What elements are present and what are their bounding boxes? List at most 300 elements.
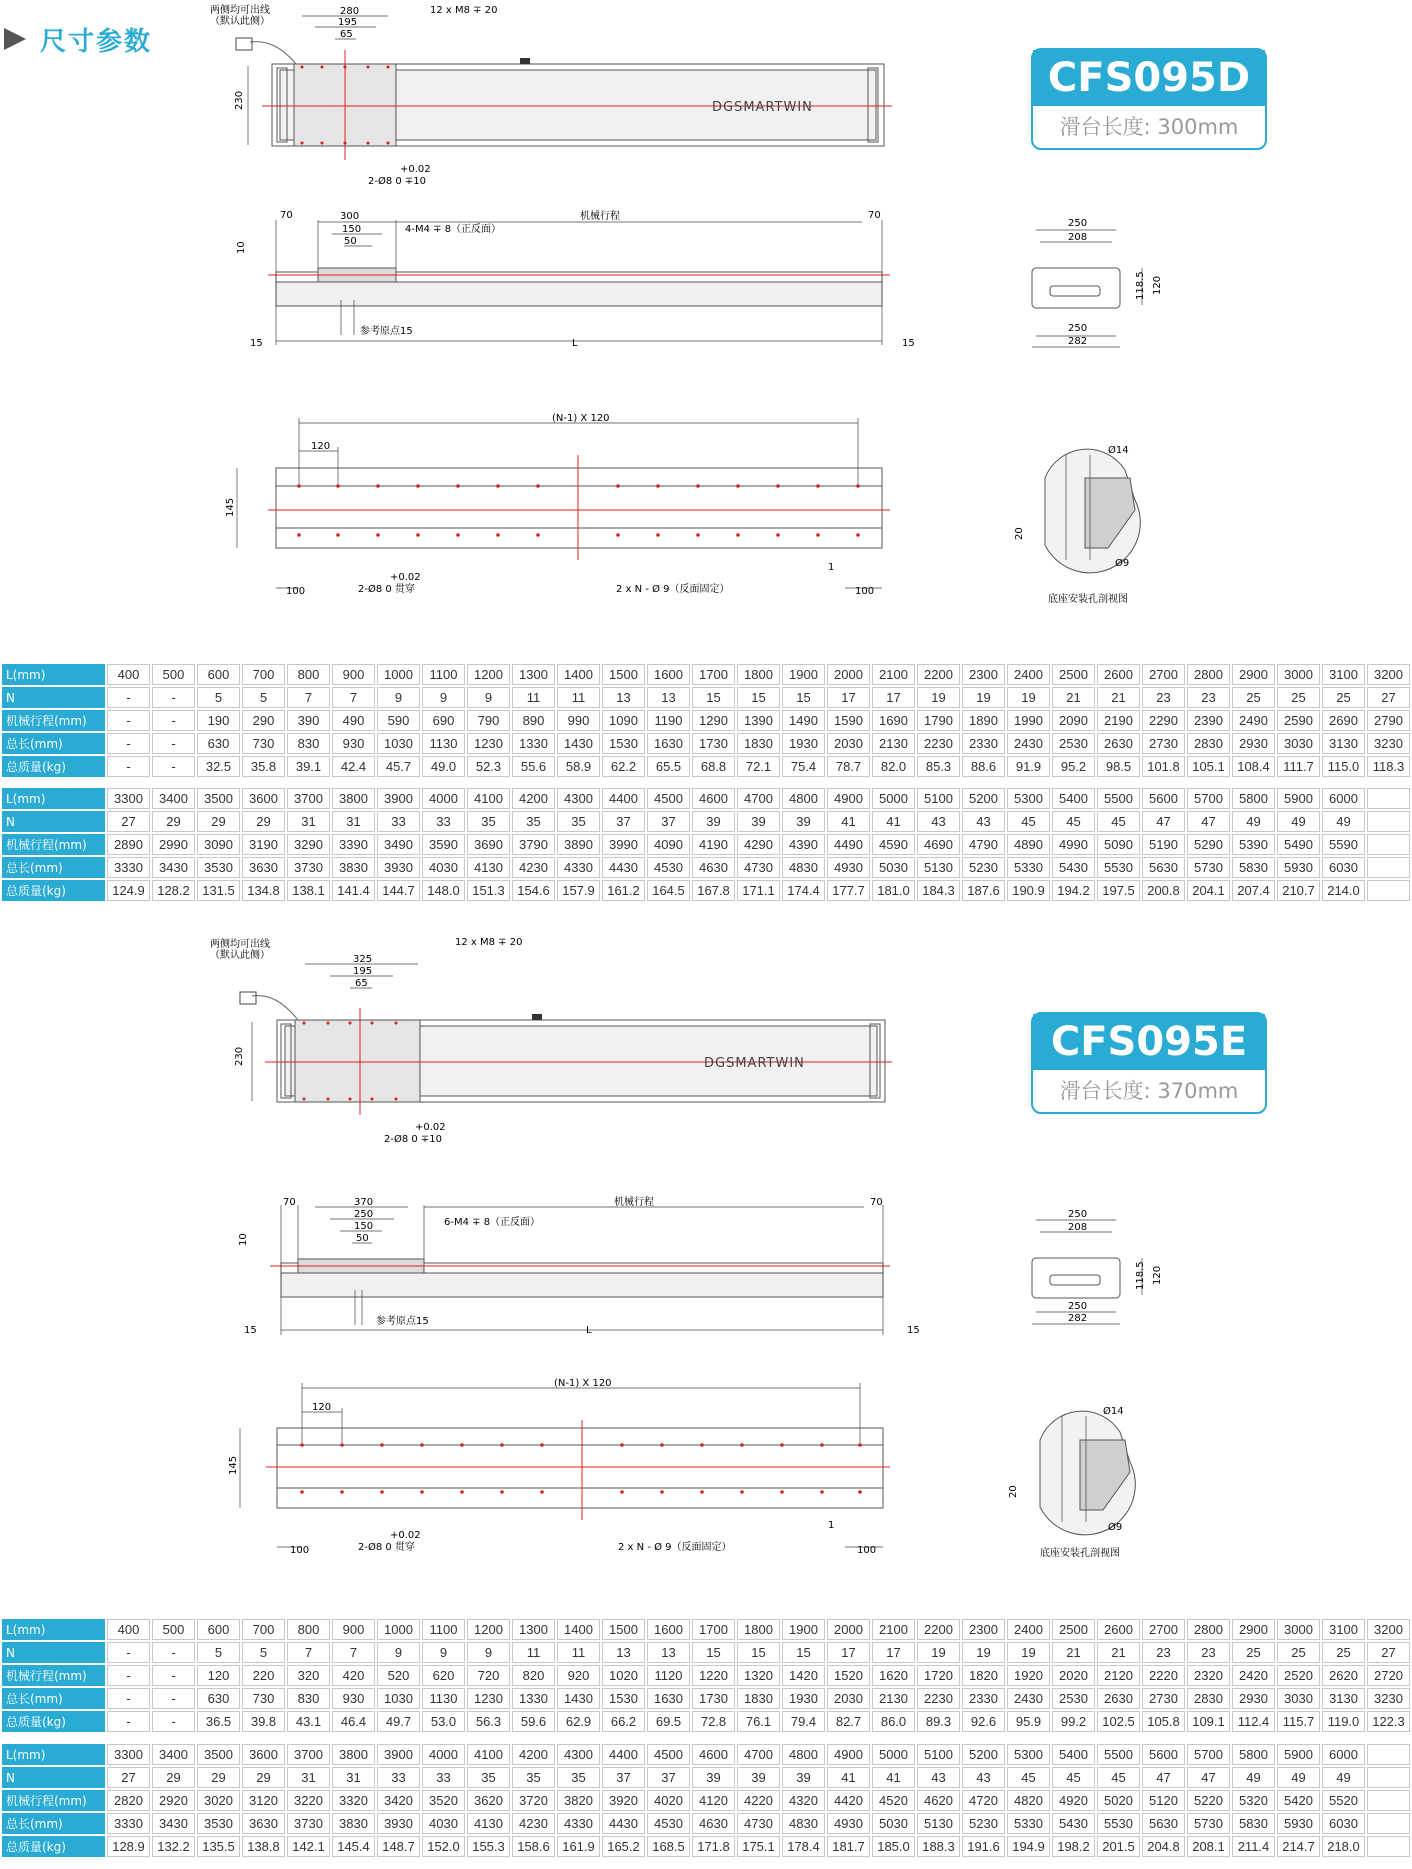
table-cell: 165.2 (602, 1836, 645, 1857)
table-cell: 1300 (512, 664, 555, 685)
table-cell: 3330 (107, 857, 150, 878)
table-cell: 2800 (1187, 1619, 1230, 1640)
table-cell: 102.5 (1097, 1711, 1140, 1732)
table-cell: 1420 (782, 1665, 825, 1686)
spec-table-e-2 (0, 1742, 1412, 1859)
table-cell: 17 (827, 687, 870, 708)
table-cell: 11 (557, 1642, 600, 1663)
table-row (2, 880, 1410, 901)
table-cell: 4990 (1052, 834, 1095, 855)
row-label: 总长(mm) (2, 1813, 105, 1834)
table-cell: 7 (332, 687, 375, 708)
table-cell (1367, 834, 1410, 855)
table-cell: 76.1 (737, 1711, 780, 1732)
table-cell: 21 (1052, 687, 1095, 708)
svg-text:15: 15 (250, 338, 263, 349)
table-cell: 9 (467, 687, 510, 708)
table-cell: 13 (602, 1642, 645, 1663)
table-cell: 9 (422, 1642, 465, 1663)
svg-text:70: 70 (283, 1197, 296, 1208)
table-cell: 5830 (1232, 857, 1275, 878)
table-cell: 5230 (962, 1813, 1005, 1834)
table-cell: 3890 (557, 834, 600, 855)
table-cell: 1130 (422, 1688, 465, 1709)
table-cell: 790 (467, 710, 510, 731)
table-cell: 2430 (1007, 733, 1050, 754)
table-cell: 5 (197, 687, 240, 708)
table-cell: 45.7 (377, 756, 420, 777)
table-cell: 95.9 (1007, 1711, 1050, 1732)
table-cell: 85.3 (917, 756, 960, 777)
svg-text:65: 65 (340, 29, 353, 40)
table-cell: 5630 (1142, 857, 1185, 878)
table-cell: 1230 (467, 733, 510, 754)
table-cell: 4920 (1052, 1790, 1095, 1811)
table-cell: 2330 (962, 733, 1005, 754)
table-cell: 152.0 (422, 1836, 465, 1857)
table-cell: 29 (152, 1767, 195, 1788)
table-cell: 2790 (1367, 710, 1410, 731)
table-cell: 4030 (422, 857, 465, 878)
table-cell: 4090 (647, 834, 690, 855)
table-cell: 3990 (602, 834, 645, 855)
table-cell: 3100 (1322, 1619, 1365, 1640)
table-row (2, 1711, 1410, 1732)
table-cell: 21 (1097, 687, 1140, 708)
section-title: 尺寸参数 (40, 26, 153, 57)
table-cell: 5330 (1007, 1813, 1050, 1834)
table-cell: 4130 (467, 1813, 510, 1834)
svg-text:250: 250 (1068, 323, 1088, 334)
table-cell: 1800 (737, 664, 780, 685)
table-cell: 3200 (1367, 664, 1410, 685)
table-cell: 2120 (1097, 1665, 1140, 1686)
table-cell: 4690 (917, 834, 960, 855)
table-cell: 35 (467, 811, 510, 832)
table-cell: 2520 (1277, 1665, 1320, 1686)
table-cell: 184.3 (917, 880, 960, 901)
table-cell: 5600 (1142, 1744, 1185, 1765)
table-cell: 520 (377, 1665, 420, 1686)
table-cell: 21 (1052, 1642, 1095, 1663)
table-cell: 3220 (287, 1790, 330, 1811)
svg-text:50: 50 (344, 236, 357, 247)
table-cell: 2200 (917, 1619, 960, 1640)
table-cell: 2220 (1142, 1665, 1185, 1686)
table-cell: 600 (197, 1619, 240, 1640)
table-cell: 4000 (422, 1744, 465, 1765)
table-cell: 1330 (512, 733, 555, 754)
table-cell: 620 (422, 1665, 465, 1686)
table-cell: 2390 (1187, 710, 1230, 731)
table-cell: 21 (1097, 1642, 1140, 1663)
table-cell: 11 (512, 1642, 555, 1663)
table-cell: 4100 (467, 1744, 510, 1765)
table-cell: 39 (782, 1767, 825, 1788)
table-cell: 5190 (1142, 834, 1185, 855)
table-cell: 75.4 (782, 756, 825, 777)
table-cell: 4730 (737, 1813, 780, 1834)
svg-text:10: 10 (236, 241, 247, 254)
table-cell: - (107, 1688, 150, 1709)
table-cell: 1000 (377, 664, 420, 685)
table-cell: 4000 (422, 788, 465, 809)
table-cell: 5220 (1187, 1790, 1230, 1811)
table-cell: 2920 (152, 1790, 195, 1811)
table-cell: 31 (287, 1767, 330, 1788)
table-cell: 35 (557, 811, 600, 832)
brand-logo: DGSMARTWIN (712, 100, 813, 115)
table-cell: 49 (1322, 1767, 1365, 1788)
table-row (2, 1642, 1410, 1663)
table-cell: 5230 (962, 857, 1005, 878)
table-cell: 4830 (782, 857, 825, 878)
table-cell: 5290 (1187, 834, 1230, 855)
table-cell: 1300 (512, 1619, 555, 1640)
svg-text:+0.02: +0.02 (390, 1530, 421, 1541)
svg-text:4-M4 ∓ 8（正反面）: 4-M4 ∓ 8（正反面） (405, 224, 502, 235)
table-cell: 5030 (872, 857, 915, 878)
table-cell: 5330 (1007, 857, 1050, 878)
table-cell: 4790 (962, 834, 1005, 855)
table-cell: 120 (197, 1665, 240, 1686)
svg-text:机械行程: 机械行程 (580, 211, 620, 222)
svg-text:15: 15 (907, 1325, 920, 1336)
table-cell: 5520 (1322, 1790, 1365, 1811)
table-cell: 2090 (1052, 710, 1095, 731)
table-cell: 2200 (917, 664, 960, 685)
row-label: N (2, 1642, 105, 1663)
table-cell: - (152, 733, 195, 754)
table-cell: 4300 (557, 788, 600, 809)
table-cell: 320 (287, 1665, 330, 1686)
table-cell: 700 (242, 1619, 285, 1640)
svg-text:（默认此侧）: （默认此侧） (210, 950, 270, 961)
table-cell: 35 (512, 1767, 555, 1788)
table-cell: 2600 (1097, 664, 1140, 685)
table-cell (1367, 1813, 1410, 1834)
table-cell: 45 (1097, 811, 1140, 832)
table-cell: 27 (1367, 687, 1410, 708)
table-cell: 4600 (692, 788, 735, 809)
svg-text:120: 120 (1152, 275, 1163, 295)
svg-text:20: 20 (1008, 1485, 1019, 1498)
table-cell: 39 (692, 1767, 735, 1788)
table-cell: 4900 (827, 1744, 870, 1765)
table-cell: 4300 (557, 1744, 600, 1765)
svg-text:（默认此侧）: （默认此侧） (210, 16, 270, 27)
table-cell (1367, 1836, 1410, 1857)
table-cell: 4900 (827, 788, 870, 809)
svg-text:2-Ø8 0 ∓10: 2-Ø8 0 ∓10 (384, 1134, 443, 1145)
table-cell: 72.8 (692, 1711, 735, 1732)
table-cell: - (152, 1711, 195, 1732)
table-cell: 4490 (827, 834, 870, 855)
table-cell: 138.8 (242, 1836, 285, 1857)
table-cell (1367, 1744, 1410, 1765)
svg-text:120: 120 (1152, 1265, 1163, 1285)
table-cell: 5030 (872, 1813, 915, 1834)
table-cell: 3800 (332, 1744, 375, 1765)
table-cell: 49 (1322, 811, 1365, 832)
table-cell: 5490 (1277, 834, 1320, 855)
table-cell: 4530 (647, 857, 690, 878)
table-cell: 1700 (692, 664, 735, 685)
table-cell: 19 (1007, 1642, 1050, 1663)
table-cell: 190 (197, 710, 240, 731)
table-cell: 161.9 (557, 1836, 600, 1857)
table-cell: 2800 (1187, 664, 1230, 685)
table-cell: 5000 (872, 788, 915, 809)
table-cell: 3830 (332, 1813, 375, 1834)
table-cell: 1530 (602, 1688, 645, 1709)
svg-text:2-Ø8 0 ∓10: 2-Ø8 0 ∓10 (368, 176, 427, 187)
svg-text:L: L (586, 1325, 592, 1336)
table-cell: 43 (962, 811, 1005, 832)
table-cell: 45 (1007, 1767, 1050, 1788)
table-cell: 3720 (512, 1790, 555, 1811)
table-cell: 4620 (917, 1790, 960, 1811)
table-cell: 2830 (1187, 1688, 1230, 1709)
table-cell: 2730 (1142, 733, 1185, 754)
table-cell: 820 (512, 1665, 555, 1686)
table-cell: 2230 (917, 1688, 960, 1709)
table-cell: 5730 (1187, 1813, 1230, 1834)
table-cell: 3530 (197, 1813, 240, 1834)
table-cell: 5390 (1232, 834, 1275, 855)
table-cell: 3490 (377, 834, 420, 855)
table-cell: 5400 (1052, 1744, 1095, 1765)
table-cell: 43.1 (287, 1711, 330, 1732)
table-cell: 5700 (1187, 788, 1230, 809)
table-cell: 171.1 (737, 880, 780, 901)
svg-text:DGSMARTWIN: DGSMARTWIN (704, 1056, 805, 1071)
table-cell: 17 (872, 1642, 915, 1663)
table-cell: 630 (197, 1688, 240, 1709)
table-cell: - (107, 756, 150, 777)
table-cell: 190.9 (1007, 880, 1050, 901)
row-label: L(mm) (2, 1619, 105, 1640)
table-cell: 5530 (1097, 1813, 1140, 1834)
table-cell: 1320 (737, 1665, 780, 1686)
model-name: CFS095E (1033, 1014, 1265, 1070)
table-cell: 98.5 (1097, 756, 1140, 777)
svg-text:12 x M8 ∓ 20: 12 x M8 ∓ 20 (430, 5, 498, 16)
table-cell: 2530 (1052, 733, 1095, 754)
svg-text:325: 325 (353, 954, 373, 965)
table-cell: 6000 (1322, 1744, 1365, 1765)
table-cell: 2930 (1232, 733, 1275, 754)
table-cell: 1830 (737, 1688, 780, 1709)
table-cell: 3000 (1277, 1619, 1320, 1640)
table-cell: 49 (1277, 811, 1320, 832)
table-cell: 730 (242, 733, 285, 754)
svg-text:Ø14: Ø14 (1108, 445, 1129, 456)
table-cell: 131.5 (197, 880, 240, 901)
table-cell: 41 (827, 1767, 870, 1788)
table-cell: 1220 (692, 1665, 735, 1686)
table-cell: 1500 (602, 664, 645, 685)
row-label: 机械行程(mm) (2, 834, 105, 855)
table-cell: 118.3 (1367, 756, 1410, 777)
svg-text:230: 230 (234, 90, 245, 110)
table-cell: 1120 (647, 1665, 690, 1686)
table-cell: 930 (332, 733, 375, 754)
table-cell: 201.5 (1097, 1836, 1140, 1857)
table-cell: 194.9 (1007, 1836, 1050, 1857)
table-cell: 138.1 (287, 880, 330, 901)
table-cell: 161.2 (602, 880, 645, 901)
table-cell: 2400 (1007, 664, 1050, 685)
table-cell: 1190 (647, 710, 690, 731)
table-cell: 32.5 (197, 756, 240, 777)
table-cell: 5430 (1052, 857, 1095, 878)
table-row (2, 710, 1410, 731)
table-cell: 4500 (647, 1744, 690, 1765)
table-cell: 4830 (782, 1813, 825, 1834)
table-cell: 1900 (782, 1619, 825, 1640)
table-cell: 3430 (152, 857, 195, 878)
table-cell: 19 (962, 1642, 1005, 1663)
table-cell: 3300 (107, 788, 150, 809)
svg-text:1: 1 (828, 562, 835, 573)
table-cell: - (107, 1665, 150, 1686)
table-cell: 194.2 (1052, 880, 1095, 901)
table-cell: 390 (287, 710, 330, 731)
svg-text:150: 150 (354, 1221, 374, 1232)
svg-text:20: 20 (1014, 527, 1025, 540)
table-cell: 4190 (692, 834, 735, 855)
table-cell: 218.0 (1322, 1836, 1365, 1857)
table-cell: 27 (107, 811, 150, 832)
table-cell: 3400 (152, 788, 195, 809)
table-cell: 3230 (1367, 733, 1410, 754)
table-cell: 2000 (827, 664, 870, 685)
table-cell: 5900 (1277, 1744, 1320, 1765)
table-cell: 6000 (1322, 788, 1365, 809)
table-cell: 5020 (1097, 1790, 1140, 1811)
table-cell: 890 (512, 710, 555, 731)
table-cell: 37 (602, 1767, 645, 1788)
table-cell: 1930 (782, 733, 825, 754)
row-label: L(mm) (2, 788, 105, 809)
svg-text:250: 250 (1068, 1209, 1088, 1220)
table-cell: 3300 (107, 1744, 150, 1765)
table-cell: 800 (287, 1619, 330, 1640)
table-cell: 420 (332, 1665, 375, 1686)
svg-text:2 x N - Ø 9（反面固定）: 2 x N - Ø 9（反面固定） (616, 584, 730, 595)
table-cell: 3620 (467, 1790, 510, 1811)
drawing-cfs095e (0, 937, 1400, 1570)
table-cell: 56.3 (467, 1711, 510, 1732)
table-cell: 187.6 (962, 880, 1005, 901)
table-cell: 5500 (1097, 788, 1140, 809)
table-cell: 4020 (647, 1790, 690, 1811)
table-cell: 36.5 (197, 1711, 240, 1732)
table-cell: 9 (377, 1642, 420, 1663)
table-row (2, 834, 1410, 855)
table-cell: 3700 (287, 788, 330, 809)
table-cell: 92.6 (962, 1711, 1005, 1732)
table-cell: 47 (1142, 1767, 1185, 1788)
table-cell: 9 (422, 687, 465, 708)
table-cell: 62.9 (557, 1711, 600, 1732)
svg-text:(N-1) X 120: (N-1) X 120 (554, 1378, 612, 1389)
table-row (2, 1836, 1410, 1857)
table-cell: 39.8 (242, 1711, 285, 1732)
table-cell: 78.7 (827, 756, 870, 777)
table-cell: 220 (242, 1665, 285, 1686)
table-cell: 15 (692, 1642, 735, 1663)
svg-text:(N-1) X 120: (N-1) X 120 (552, 413, 610, 424)
table-cell: 2030 (827, 1688, 870, 1709)
table-cell: 2720 (1367, 1665, 1410, 1686)
table-cell: 4430 (602, 1813, 645, 1834)
table-cell: - (152, 756, 195, 777)
table-cell: 3520 (422, 1790, 465, 1811)
svg-text:2 x N - Ø 9（反面固定）: 2 x N - Ø 9（反面固定） (618, 1542, 732, 1553)
table-cell: 920 (557, 1665, 600, 1686)
table-cell: 3390 (332, 834, 375, 855)
table-cell: 4600 (692, 1744, 735, 1765)
svg-text:300: 300 (340, 211, 360, 222)
table-cell: 990 (557, 710, 600, 731)
table-cell: 214.7 (1277, 1836, 1320, 1857)
table-cell: 5930 (1277, 857, 1320, 878)
table-cell: 3630 (242, 857, 285, 878)
table-cell: 35 (512, 811, 555, 832)
table-cell: 4720 (962, 1790, 1005, 1811)
table-cell: 5 (242, 687, 285, 708)
table-cell: 3900 (377, 788, 420, 809)
table-cell: 141.4 (332, 880, 375, 901)
table-cell: 4890 (1007, 834, 1050, 855)
svg-text:250: 250 (1068, 218, 1088, 229)
svg-text:145: 145 (228, 1455, 239, 1475)
table-cell: 3590 (422, 834, 465, 855)
table-cell: 175.1 (737, 1836, 780, 1857)
table-cell: 105.1 (1187, 756, 1230, 777)
table-cell: 4430 (602, 857, 645, 878)
table-cell: 1620 (872, 1665, 915, 1686)
table-cell: 19 (962, 687, 1005, 708)
table-cell: 66.2 (602, 1711, 645, 1732)
table-cell: 31 (332, 1767, 375, 1788)
table-cell: 1200 (467, 664, 510, 685)
table-cell: 91.9 (1007, 756, 1050, 777)
table-cell: 4820 (1007, 1790, 1050, 1811)
table-cell: 148.7 (377, 1836, 420, 1857)
table-cell: 31 (287, 811, 330, 832)
table-cell: 2190 (1097, 710, 1140, 731)
table-cell: 1690 (872, 710, 915, 731)
svg-text:70: 70 (280, 210, 293, 221)
table-cell: 181.7 (827, 1836, 870, 1857)
svg-text:195: 195 (353, 966, 373, 977)
table-cell: 2020 (1052, 1665, 1095, 1686)
table-cell: 47 (1187, 811, 1230, 832)
table-cell: 45 (1052, 811, 1095, 832)
table-cell: 4700 (737, 1744, 780, 1765)
table-cell: 33 (422, 1767, 465, 1788)
table-cell: 5830 (1232, 1813, 1275, 1834)
table-cell: 1490 (782, 710, 825, 731)
table-cell: 1630 (647, 1688, 690, 1709)
table-cell: 3100 (1322, 664, 1365, 685)
table-cell: 5800 (1232, 788, 1275, 809)
table-cell: 1000 (377, 1619, 420, 1640)
table-cell: 900 (332, 664, 375, 685)
